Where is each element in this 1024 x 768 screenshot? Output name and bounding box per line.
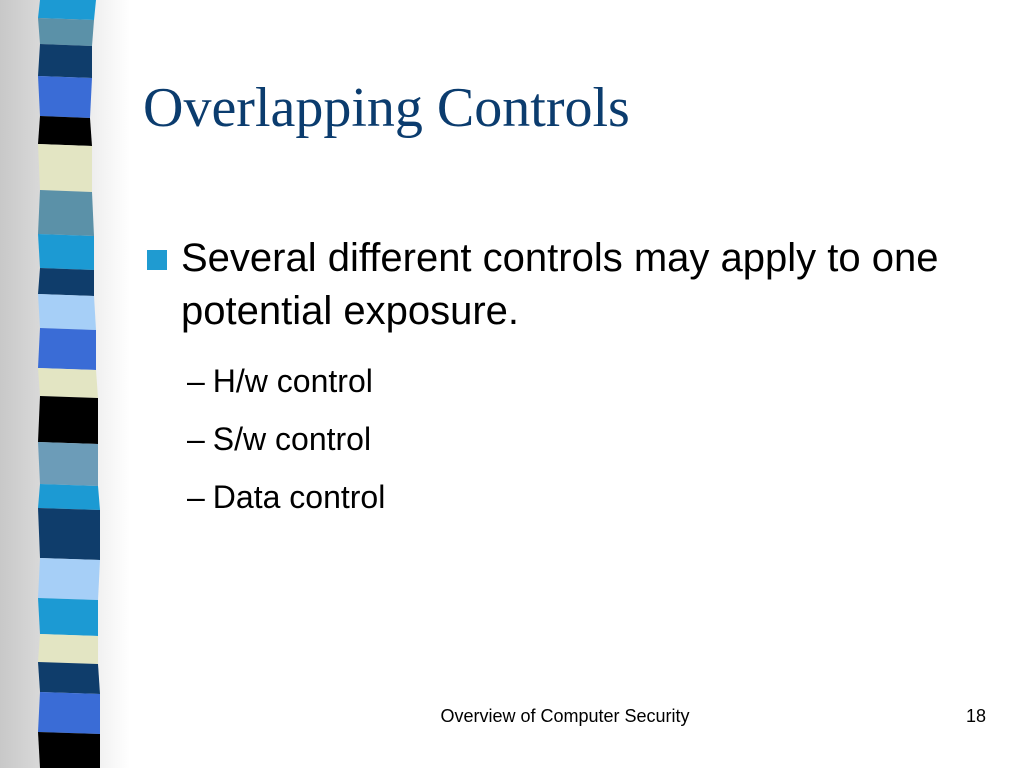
sub-bullet-text: Data control <box>212 479 386 515</box>
footer-text: Overview of Computer Security <box>440 706 690 726</box>
sub-bullet-list <box>145 352 1005 526</box>
bullet-list <box>145 232 1005 526</box>
square-bullet-icon <box>147 250 167 270</box>
bullet-item <box>145 232 1005 338</box>
dash-marker: – <box>187 363 205 399</box>
dash-marker: – <box>187 479 205 515</box>
sub-bullet-item <box>187 410 1005 468</box>
sub-bullet-item <box>187 468 1005 526</box>
slide-title: Overlapping Controls <box>143 77 630 139</box>
bullet-text: Several different controls may apply to one potential exposure. <box>181 236 939 333</box>
sub-bullet-item <box>187 352 1005 410</box>
page-number: 18 <box>966 706 987 726</box>
sub-bullet-text: H/w control <box>212 363 373 399</box>
sub-bullet-text: S/w control <box>212 421 372 457</box>
dash-marker: – <box>187 421 205 457</box>
decorative-strip <box>0 0 130 768</box>
